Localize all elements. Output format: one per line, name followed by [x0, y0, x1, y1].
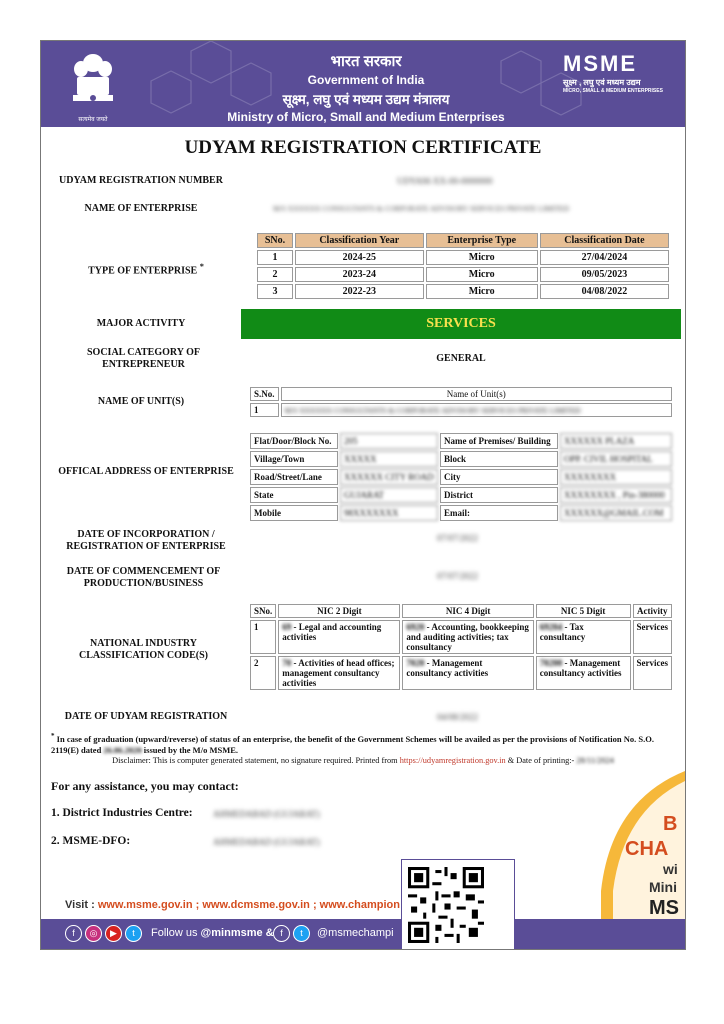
address-key: Block — [440, 451, 558, 467]
table-row — [257, 267, 669, 282]
header-text — [221, 51, 511, 124]
col-header: Activity — [633, 604, 673, 618]
address-key: District — [440, 487, 558, 503]
handle-minmsme[interactable]: @minmsme & — [200, 927, 274, 939]
table-cell — [402, 656, 533, 690]
label-reg-number: UDYAM REGISTRATION NUMBER — [59, 175, 223, 186]
assistance-heading: For any assistance, you may contact: — [51, 779, 239, 793]
value-reg-date: 04/08/2022 — [437, 712, 479, 722]
msme-logo-text: MSME — [563, 51, 637, 76]
unit-table — [248, 385, 674, 419]
facebook-icon[interactable]: f — [65, 925, 82, 942]
address-key: Flat/Door/Block No. — [250, 433, 338, 449]
address-value: XXXXX — [340, 451, 438, 467]
col-header: Name of Unit(s) — [281, 387, 672, 401]
table-row — [250, 656, 672, 690]
label-commencement: DATE OF COMMENCEMENT OF PRODUCTION/BUSINESS — [66, 566, 221, 589]
table-row — [257, 284, 669, 299]
nic4-code: 7020 — [406, 658, 425, 668]
nic5-desc: - Tax consultancy — [539, 622, 586, 642]
address-value: 205 — [340, 433, 438, 449]
follow-text — [151, 927, 274, 939]
major-activity-banner: SERVICES — [241, 309, 681, 339]
ad-text-4: Mini — [649, 879, 677, 895]
note-text1: In case of graduation (upward/reverse) of status of an enterprise, the benefit of the Government Schemes will be availed as per the provisions of Notification No. S.O. 2119(E) dated — [51, 733, 654, 755]
label-incorporation: DATE OF INCORPORATION / REGISTRATION OF ENTERPRISE — [66, 529, 226, 552]
nic4-code: 6920 — [406, 622, 425, 632]
col-header: Enterprise Type — [426, 233, 538, 248]
table-row — [257, 250, 669, 265]
address-value: XXXXXX@GMAIL.COM — [560, 505, 672, 521]
website-links[interactable]: www.msme.gov.in ; www.dcmsme.gov.in ; www.champion — [97, 899, 400, 911]
print-date: 28/11/2024 — [576, 756, 614, 765]
nic4-desc: - Management consultancy activities — [406, 658, 489, 678]
col-header: S.No. — [250, 387, 279, 401]
col-header: NIC 2 Digit — [278, 604, 400, 618]
ad-text-3: wi — [663, 861, 678, 877]
table-cell: 2024-25 — [295, 250, 424, 265]
graduation-note — [51, 731, 677, 756]
certificate — [40, 40, 686, 950]
twitter-icon[interactable]: t — [293, 925, 310, 942]
dfo-label: 2. MSME-DFO: — [51, 835, 131, 847]
nic2-desc: - Activities of head offices; management consultancy activities — [282, 658, 395, 688]
nic5-code: 69204 — [539, 622, 563, 632]
gov-of-india: Government of India — [307, 73, 425, 87]
address-key: State — [250, 487, 338, 503]
unit-name-value: M/S XXXXXX CONSULTANTS & CORPORATE ADVISORY SERVICES PRIVATE LIMITED — [284, 406, 581, 415]
table-cell: Micro — [426, 267, 538, 282]
table-cell: 2 — [257, 267, 293, 282]
label-enterprise-name: NAME OF ENTERPRISE — [84, 203, 198, 214]
table-cell — [281, 403, 672, 417]
address-key: Name of Premises/ Building — [440, 433, 558, 449]
table-cell: Micro — [426, 284, 538, 299]
qr-code-frame — [401, 859, 515, 950]
table-cell: 2 — [250, 656, 276, 690]
col-header: Classification Date — [540, 233, 669, 248]
label-major-activity: MAJOR ACTIVITY — [96, 318, 186, 329]
note-date: 26.06.2020 — [103, 744, 142, 755]
hindi-gov: भारत सरकार — [330, 53, 402, 70]
label-nic: NATIONAL INDUSTRY CLASSIFICATION CODE(S) — [78, 638, 208, 661]
msme-logo-hindi: सूक्ष्म , लघु एवं मध्यम उद्यम — [563, 78, 641, 87]
value-social-category: GENERAL — [436, 353, 486, 364]
page-title: UDYAM REGISTRATION CERTIFICATE — [184, 137, 542, 158]
national-emblem-icon — [63, 51, 123, 117]
classification-table — [255, 231, 671, 301]
value-commencement: 07/07/2022 — [437, 571, 479, 581]
address-value: XXXXXX CITY ROAD — [340, 469, 438, 485]
ad-text-5: MS — [649, 897, 679, 919]
udyam-link[interactable]: https://udyamregistration.gov.in — [399, 756, 506, 765]
ad-text-2: CHA — [625, 838, 669, 860]
ad-text-1: B — [663, 813, 678, 835]
table-row — [250, 469, 672, 485]
address-value: XXXXXX PLAZA — [560, 433, 672, 449]
disclaimer-suffix: & Date of printing:- — [505, 756, 577, 765]
col-header: SNo. — [257, 233, 293, 248]
table-row — [250, 487, 672, 503]
emblem-caption: सत्यमेव जयते — [78, 117, 108, 123]
label-address: OFFICAL ADDRESS OF ENTERPRISE — [58, 466, 234, 477]
facebook-icon[interactable]: f — [273, 925, 290, 942]
instagram-icon[interactable]: ◎ — [85, 925, 102, 942]
label-enterprise-type-text: TYPE OF ENTERPRISE — [88, 265, 198, 277]
address-key: City — [440, 469, 558, 485]
dic-value: AHMEDABAD (GUJARAT) — [213, 809, 320, 819]
qr-code-icon — [408, 866, 484, 944]
table-row — [250, 620, 672, 654]
nic5-desc: - Management consultancy activities — [539, 658, 622, 678]
address-value: XXXXXXXX — [560, 469, 672, 485]
address-key: Road/Street/Lane — [250, 469, 338, 485]
follow-label: Follow us — [151, 927, 198, 939]
value-enterprise-name: M/S XXXXXX CONSULTANTS & CORPORATE ADVISORY SERVICES PRIVATE LIMITED — [273, 204, 570, 213]
table-cell: Services — [633, 620, 673, 654]
address-value: GUJARAT — [340, 487, 438, 503]
table-cell: 1 — [250, 620, 276, 654]
hindi-ministry: सूक्ष्म, लघु एवं मध्यम उद्यम मंत्रालय — [282, 92, 450, 107]
address-value: OPP. CIVIL HOSPITAL — [560, 451, 672, 467]
nic2-code: 69 — [282, 622, 292, 632]
label-reg-date: DATE OF UDYAM REGISTRATION — [64, 711, 228, 722]
msme-logo-sub: MICRO, SMALL & MEDIUM ENTERPRISES — [563, 88, 663, 94]
table-row — [250, 433, 672, 449]
col-header: NIC 4 Digit — [402, 604, 533, 618]
value-reg-number: UDYAM-XX-00-0000000 — [397, 176, 493, 186]
dic-label: 1. District Industries Centre: — [51, 807, 193, 819]
disclaimer-text: Disclaimer: This is computer generated statement, no signature required. Printed from — [112, 756, 400, 765]
asterisk-mark: * — [51, 732, 55, 740]
address-key: Mobile — [250, 505, 338, 521]
label-enterprise-type — [51, 261, 241, 277]
nic2-desc: - Legal and accounting activities — [282, 622, 382, 642]
label-unit-name: NAME OF UNIT(S) — [97, 396, 185, 407]
asterisk-mark: * — [199, 262, 204, 271]
note-text2: issued by the M/o MSME. — [141, 744, 239, 755]
table-cell: 04/08/2022 — [540, 284, 669, 299]
disclaimer — [41, 756, 685, 765]
table-cell — [278, 656, 400, 690]
header-banner — [41, 41, 685, 127]
label-social-category: SOCIAL CATEGORY OF ENTREPRENEUR — [87, 347, 200, 370]
table-row — [250, 451, 672, 467]
address-key: Email: — [440, 505, 558, 521]
footer-bar — [41, 919, 685, 949]
table-cell — [536, 620, 631, 654]
table-row — [250, 403, 672, 417]
table-cell: Micro — [426, 250, 538, 265]
twitter-icon[interactable]: t — [125, 925, 142, 942]
msme-logo — [563, 53, 663, 94]
table-cell: 09/05/2023 — [540, 267, 669, 282]
address-value: 98XXXXXXX — [340, 505, 438, 521]
address-table — [248, 431, 674, 523]
table-cell: 2022-23 — [295, 284, 424, 299]
nic2-code: 70 — [282, 658, 292, 668]
dfo-value: AHMEDABAD (GUJARAT) — [213, 837, 320, 847]
nic5-code: 70200 — [539, 658, 563, 668]
table-cell: 2023-24 — [295, 267, 424, 282]
table-cell — [402, 620, 533, 654]
col-header: SNo. — [250, 604, 276, 618]
youtube-icon[interactable]: ▶ — [105, 925, 122, 942]
table-row — [250, 505, 672, 521]
address-value: XXXXXXXX , Pin-380000 — [560, 487, 672, 503]
table-cell: 3 — [257, 284, 293, 299]
table-cell: 27/04/2024 — [540, 250, 669, 265]
nic-table — [248, 602, 674, 692]
col-header: Classification Year — [295, 233, 424, 248]
visit-links — [65, 899, 400, 911]
nic4-desc: - Accounting, bookkeeping and auditing activities; tax consultancy — [406, 622, 529, 652]
ministry-name: Ministry of Micro, Small and Medium Enterprises — [227, 110, 505, 124]
value-incorporation: 07/07/2022 — [437, 533, 479, 543]
table-cell: 1 — [257, 250, 293, 265]
table-cell: Services — [633, 656, 673, 690]
table-cell — [278, 620, 400, 654]
table-cell — [536, 656, 631, 690]
visit-label: Visit : — [65, 899, 98, 911]
handle-champions[interactable]: @msmechampi — [317, 927, 394, 939]
address-key: Village/Town — [250, 451, 338, 467]
col-header: NIC 5 Digit — [536, 604, 631, 618]
table-cell: 1 — [250, 403, 279, 417]
